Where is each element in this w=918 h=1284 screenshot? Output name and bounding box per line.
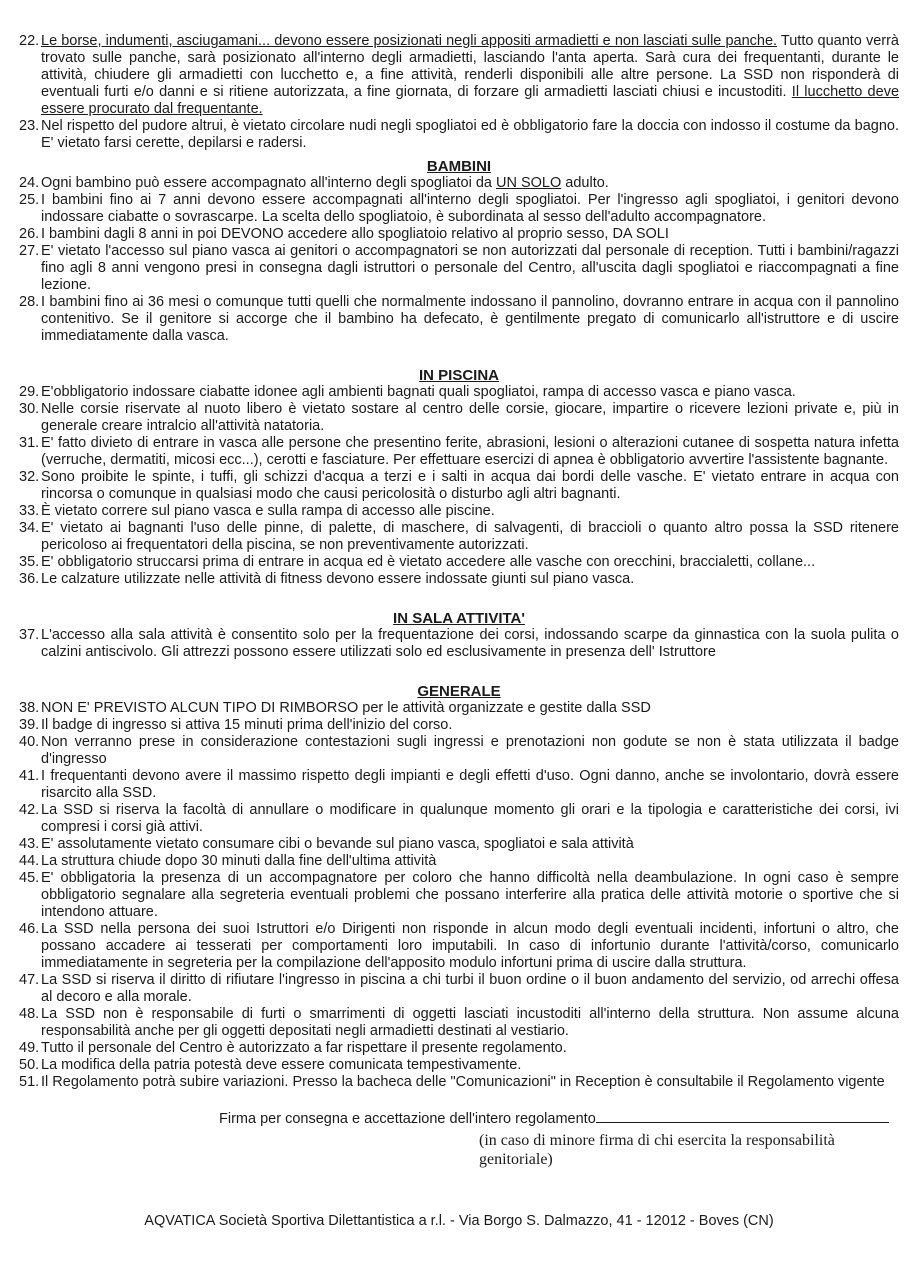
rule-text: E' vietato ai bagnanti l'uso delle pinne, di palette, di maschere, di salvagenti, di braccioli o quanto altro possa la SSD ritenere pericoloso ai frequentatori della piscina, se non preventivamente autorizzati.	[41, 520, 899, 553]
rule-number: 23.	[19, 118, 40, 134]
rule-item-23	[19, 118, 899, 152]
rule-text: I bambini fino ai 7 anni devono essere accompagnati all'interno degli spogliatoi. Per l'ingresso agli spogliatoi, i genitori devono indossare ciabatte o sovrascarpe. La scelta dello spogliatoio, è subordinata al sesso dell'adulto accompagnatore.	[41, 192, 899, 225]
rule-number: 34.	[19, 520, 40, 536]
rule-text: L'accesso alla sala attività è consentito solo per la frequentazione dei corsi, indossando scarpe da ginnastica con la suola pulita o calzini antiscivolo. Gli attrezzi possono essere utilizzati solo ed esclusivamente in presenza dell' Istruttore	[41, 627, 899, 660]
rule-text: La SSD si riserva il diritto di rifiutare l'ingresso in piscina a chi turbi il buon ordine o il buon andamento del servizio, od arrechi offesa al decoro e alla morale.	[41, 972, 899, 1005]
rule-item-45	[19, 870, 899, 921]
section-header-in-sala-attivita: IN SALA ATTIVITA'	[393, 610, 525, 627]
rule-item-49	[19, 1040, 899, 1057]
signature-block	[19, 1109, 899, 1169]
rule-item-36	[19, 571, 899, 588]
signature-note: (in caso di minore firma di chi esercita la responsabilità genitoriale)	[479, 1132, 835, 1168]
rule-text: E' fatto divieto di entrare in vasca alle persone che presentino ferite, abrasioni, lesioni o alterazioni cutanee di sospetta natura infetta (verruche, dermatiti, micosi ecc...), cerotti e fasciature. Per effettuare esercizi di apnea è obbligatorio avvertire l'assistente bagnante.	[41, 435, 899, 468]
rule-number: 43.	[19, 836, 40, 852]
rule-text: La modifica della patria potestà deve essere comunicata tempestivamente.	[41, 1057, 522, 1073]
rule-text: Ogni bambino può essere accompagnato all'interno degli spogliatoi da	[41, 175, 496, 191]
rule-text: Il lucchetto deve essere procurato dal frequentante.	[41, 84, 900, 117]
section-header-bambini: BAMBINI	[426, 158, 492, 175]
rule-number: 28.	[19, 294, 40, 310]
rule-item-27	[19, 243, 899, 294]
rule-text: E' assolutamente vietato consumare cibi o bevande sul piano vasca, spogliatoi e sala attività	[41, 836, 634, 852]
rule-number: 40.	[19, 734, 40, 750]
rule-number: 36.	[19, 571, 40, 587]
rule-text: Non verranno prese in considerazione contestazioni sugli ingressi e prenotazioni non godute se non è stata utilizzata il badge d'ingresso	[41, 734, 899, 767]
rule-item-43	[19, 836, 899, 853]
rule-number: 29.	[19, 384, 40, 400]
rule-text: Tutto quanto verrà trovato sulle panche, sarà posizionato all'interno degli armadietti, lasciando l'anta aperta. Sarà cura dei frequentanti, durante le attività, chiudere gli armadietti con lucchetto e, a fine attività, renderli disponibili alle altre persone. La SSD non risponderà di eventuali furti e/o danni e si ritiene autorizzata, a fine giornata, di forzare gli armadietti lasciati chiusi e incustoditi.	[41, 33, 899, 100]
section-header-generale: GENERALE	[417, 683, 501, 700]
rule-number: 39.	[19, 717, 40, 733]
rule-number: 24.	[19, 175, 40, 191]
rule-item-38	[19, 700, 899, 717]
regulation-list	[19, 33, 899, 1091]
rule-number: 26.	[19, 226, 40, 242]
rule-item-46	[19, 921, 899, 972]
rule-item-33	[19, 503, 899, 520]
rule-text: Sono proibite le spinte, i tuffi, gli schizzi d'acqua a terzi e i salti in acqua dai bordi delle vasche. E' vietato entrare in acqua con rincorsa o comunque in qualsiasi modo che causi pericolosità o disturbo agli altri bagnanti.	[41, 469, 899, 502]
rule-item-24	[19, 175, 899, 192]
rule-text: I bambini dagli 8 anni in poi DEVONO accedere allo spogliatoio relativo al proprio sesso, DA SOLI	[41, 226, 669, 242]
rule-item-37	[19, 627, 899, 661]
rule-number: 49.	[19, 1040, 40, 1056]
rule-text: NON E' PREVISTO ALCUN TIPO DI RIMBORSO per le attività organizzate e gestite dalla SSD	[41, 700, 651, 716]
rule-text: Tutto il personale del Centro è autorizzato a far rispettare il presente regolamento.	[41, 1040, 567, 1056]
rule-number: 47.	[19, 972, 40, 988]
rule-number: 35.	[19, 554, 40, 570]
rule-text: E' vietato l'accesso sul piano vasca ai genitori o accompagnatori se non autorizzati dal personale di reception. Tutti i bambini/ragazzi fino agli 8 anni vengono presi in consegna dagli istruttori o personale del Centro, all'uscita dagli spogliatoi e riaccompagnati a fine lezione.	[41, 243, 899, 293]
signature-label: Firma per consegna e accettazione dell'intero regolamento	[219, 1111, 596, 1127]
rule-item-31	[19, 435, 899, 469]
rule-number: 30.	[19, 401, 40, 417]
rule-text: E' obbligatoria la presenza di un accompagnatore per coloro che hanno difficoltà nella deambulazione. In ogni caso è sempre obbligatorio segnalare alla segreteria eventuali problemi che possano interferire alla pratica delle attività motorie o sportive che si intendono attuare.	[41, 870, 899, 920]
rule-text: I bambini fino ai 36 mesi o comunque tutti quelli che normalmente indossano il pannolino, dovranno entrare in acqua con il pannolino contenitivo. Se il genitore si accorge che il bambino ha defecato, è gentilmente pregato di comunicarlo all'istruttore e di uscire immediatamente dalla vasca.	[41, 294, 899, 344]
rule-text: Nelle corsie riservate al nuoto libero è vietato sostare al centro delle corsie, giocare, impartire o ricevere lezioni private e, più in generale creare intralcio all'attività natatoria.	[41, 401, 899, 434]
rule-text: Le calzature utilizzate nelle attività di fitness devono essere indossate giunti sul piano vasca.	[41, 571, 635, 587]
rule-item-30	[19, 401, 899, 435]
rule-text: La SSD nella persona dei suoi Istruttori e/o Dirigenti non risponde in alcun modo degli eventuali incidenti, infortuni o altro, che possano accadere ai tesserati per comportamenti loro imputabili. In caso di infortunio durante l'attività/corso, comunicarlo immediatamente in segreteria per la compilazione dell'apposito modulo infortuni prima di uscire dalla struttura.	[41, 921, 899, 971]
rule-number: 22.	[19, 33, 40, 49]
rule-item-50	[19, 1057, 899, 1074]
rule-item-22	[19, 33, 899, 118]
section-header-in-piscina: IN PISCINA	[418, 367, 499, 384]
rule-item-47	[19, 972, 899, 1006]
rule-item-51	[19, 1074, 899, 1091]
rule-text: La struttura chiude dopo 30 minuti dalla fine dell'ultima attività	[41, 853, 437, 869]
rule-number: 25.	[19, 192, 40, 208]
rule-text: E'obbligatorio indossare ciabatte idonee agli ambienti bagnati quali spogliatoi, rampa di accesso vasca e piano vasca.	[41, 384, 796, 400]
rule-text: I frequentanti devono avere il massimo rispetto degli impianti e degli effetti d'uso. Ogni danno, anche se involontario, dovrà essere risarcito alla SSD.	[41, 768, 899, 801]
rule-number: 45.	[19, 870, 40, 886]
rule-text: E' obbligatorio struccarsi prima di entrare in acqua ed è vietato accedere alle vasche con orecchini, braccialetti, collane...	[41, 554, 816, 570]
rule-text: È vietato correre sul piano vasca e sulla rampa di accesso alle piscine.	[41, 503, 495, 519]
signature-line	[596, 1109, 889, 1123]
footer-address: AQVATICA Società Sportiva Dilettantistica a r.l. - Via Borgo S. Dalmazzo, 41 - 12012 - Boves (CN)	[144, 1213, 774, 1229]
rule-item-26	[19, 226, 899, 243]
rule-number: 27.	[19, 243, 40, 259]
rule-number: 33.	[19, 503, 40, 519]
rule-item-35	[19, 554, 899, 571]
rule-text: La SSD si riserva la facoltà di annullare o modificare in qualunque momento gli orari e la tipologia e caratteristiche dei corsi, ivi compresi i corsi già attivi.	[41, 802, 899, 835]
rule-item-39	[19, 717, 899, 734]
rule-item-32	[19, 469, 899, 503]
rule-item-28	[19, 294, 899, 345]
rule-number: 38.	[19, 700, 40, 716]
rule-item-34	[19, 520, 899, 554]
rule-text: La SSD non è responsabile di furti o smarrimenti di oggetti lasciati incustoditi all'interno della struttura. Non assume alcuna responsabilità anche per gli oggetti depositati negli armadietti destinati al vestiario.	[41, 1006, 899, 1039]
rule-item-41	[19, 768, 899, 802]
rule-number: 46.	[19, 921, 40, 937]
rule-text: Nel rispetto del pudore altrui, è vietato circolare nudi negli spogliatoi ed è obbligatorio fare la doccia con indosso il costume da bagno. E' vietato farsi cerette, depilarsi e radersi.	[41, 118, 899, 151]
rule-text: Il badge di ingresso si attiva 15 minuti prima dell'inizio del corso.	[41, 717, 453, 733]
rule-item-40	[19, 734, 899, 768]
rule-number: 42.	[19, 802, 40, 818]
rule-item-25	[19, 192, 899, 226]
rule-number: 51.	[19, 1074, 40, 1090]
rule-number: 44.	[19, 853, 40, 869]
rule-text: Il Regolamento potrà subire variazioni. Presso la bacheca delle "Comunicazioni" in Reception è consultabile il Regolamento vigente	[41, 1074, 885, 1090]
rule-item-44	[19, 853, 899, 870]
signature-row	[219, 1109, 899, 1128]
rule-text: Le borse, indumenti, asciugamani... devono essere posizionati negli appositi armadietti e non lasciati sulle panche.	[41, 33, 778, 49]
rule-number: 41.	[19, 768, 40, 784]
rule-number: 31.	[19, 435, 40, 451]
rule-item-42	[19, 802, 899, 836]
rule-number: 48.	[19, 1006, 40, 1022]
rule-number: 50.	[19, 1057, 40, 1073]
rule-number: 32.	[19, 469, 40, 485]
rule-item-29	[19, 384, 899, 401]
rule-text: UN SOLO	[495, 175, 562, 191]
rule-text: adulto.	[561, 175, 609, 191]
rule-number: 37.	[19, 627, 40, 643]
rule-item-48	[19, 1006, 899, 1040]
